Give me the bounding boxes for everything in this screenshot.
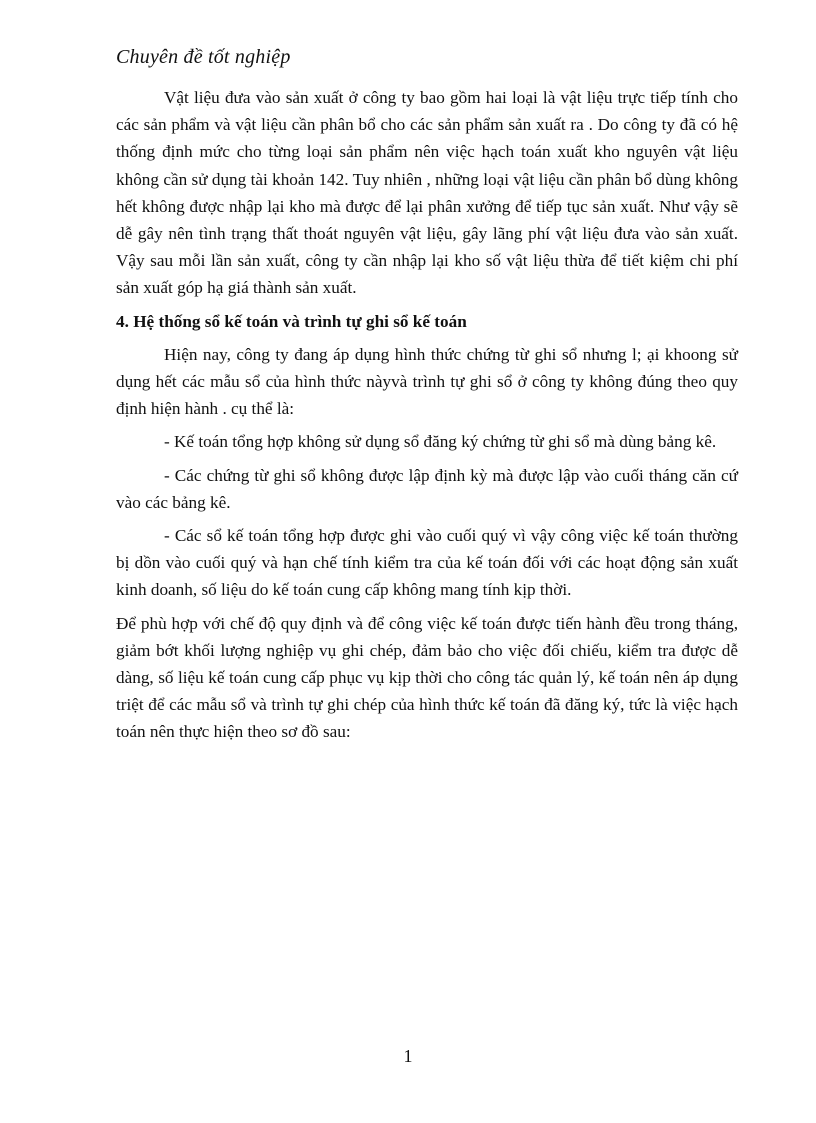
page-number: 1 (403, 1046, 413, 1066)
bullet-item-3: - Các sổ kế toán tổng hợp được ghi vào cuối quý vì vậy công việc kế toán thường bị dồn vào cuối quý và hạn chế tính kiểm tra của kế toán đối với các hoạt động sản xuất kinh doanh, số liệu do kế toán cung cấp không mang tính kịp thời. (116, 526, 738, 600)
bullet-item-1: - Kế toán tổng hợp không sử dụng sổ đăng ký chứng từ ghi sổ mà dùng bảng kê. (164, 432, 717, 452)
paragraph-current-practice: Hiện nay, công ty đang áp dụng hình thức chứng từ ghi sổ nhưng l; ại khoong sử dụng hết các mẫu sổ của hình thức nàyvà trình tự ghi sổ ở công ty không đúng theo quy định hiện hành . cụ thể là: (116, 344, 738, 419)
paragraph-recommendation: Để phù hợp với chế độ quy định và để công việc kế toán được tiến hành đều trong tháng, giảm bớt khối lượng nghiệp vụ ghi chép, đảm bảo cho việc đối chiếu, kiểm tra được dễ dàng, số liệu kế toán cung cấp phục vụ kịp thời cho công tác quản lý, kế toán nên áp dụng triệt để các mẫu sổ và trình tự ghi chép của hình thức kế toán đã đăng ký, tức là việc hạch toán nên thực hiện theo sơ đồ sau: (116, 613, 738, 742)
bullet-item-2: - Các chứng từ ghi sổ không được lập định kỳ mà được lập vào cuối tháng căn cứ vào các bảng kê. (116, 465, 738, 512)
section-heading: 4. Hệ thống sổ kế toán và trình tự ghi sổ kế toán (116, 311, 467, 331)
document-body (116, 84, 738, 752)
paragraph-materials: Vật liệu đưa vào sản xuất ở công ty bao gồm hai loại là vật liệu trực tiếp tính cho các sản phẩm và vật liệu cần phân bổ cho các sản phẩm sản xuất ra . Do công ty đã có hệ thống định mức cho từng loại sản phẩm nên việc hạch toán xuất kho nguyên vật liệu không cần sử dụng tài khoản 142. Tuy nhiên , những loại vật liệu cần phân bổ dùng không hết không được nhập lại kho mà được để lại phân xưởng để tiếp tục sản xuất. Như vậy sẽ dễ gây nên tình trạng thất thoát nguyên vật liệu, gây lãng phí vật liệu đưa vào sản xuất. Vậy sau mỗi lần sản xuất, công ty cần nhập lại kho số vật liệu thừa để tiết kiệm chi phí sản xuất góp hạ giá thành sản xuất. (116, 88, 738, 298)
running-header: Chuyên đề tốt nghiệp (116, 46, 291, 68)
